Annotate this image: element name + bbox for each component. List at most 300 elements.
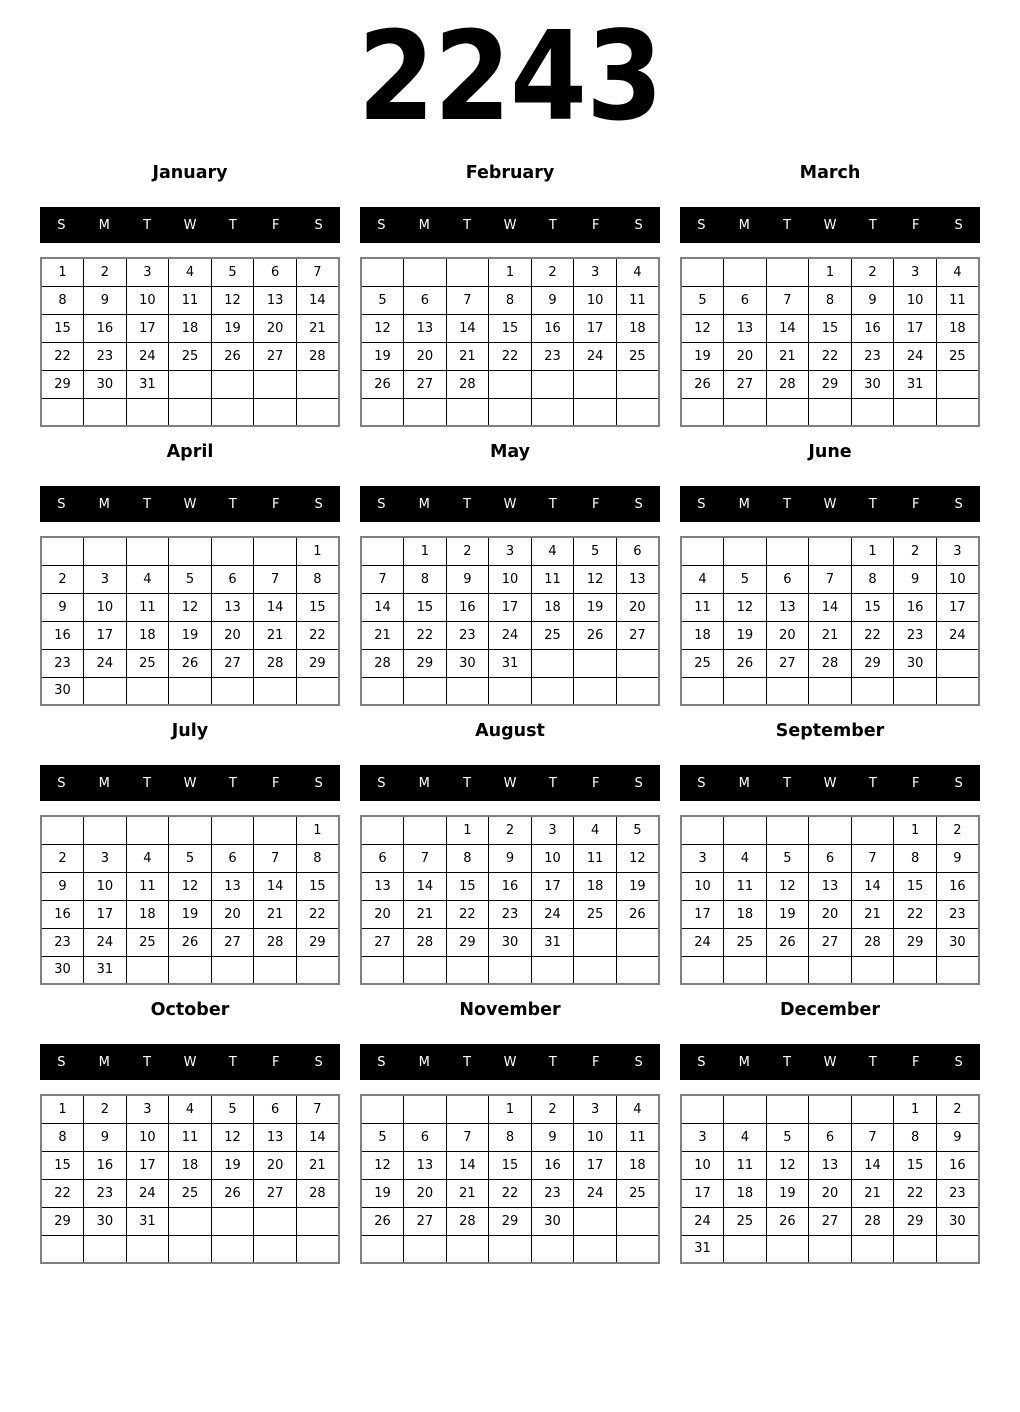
day-cell: 24 [84,649,127,677]
day-cell: 5 [361,1123,404,1151]
day-cell: 19 [169,621,212,649]
day-cell: 1 [41,1095,84,1123]
empty-day-cell [724,956,767,984]
empty-day-cell [41,537,84,565]
empty-day-cell [616,1207,659,1235]
day-cell: 4 [616,258,659,286]
day-cell: 24 [681,928,724,956]
day-cell: 26 [361,1207,404,1235]
day-cell: 18 [936,314,979,342]
weekday-label: T [548,217,557,233]
weekday-label: S [314,217,323,233]
weekday-header-bar [40,486,340,522]
weekday-label: F [591,1054,600,1070]
day-cell: 17 [936,593,979,621]
day-cell: 27 [809,928,852,956]
empty-day-cell [724,677,767,705]
weekday-label: T [463,217,472,233]
day-cell: 14 [296,286,339,314]
empty-day-cell [41,1235,84,1263]
weekday-label: S [634,775,643,791]
day-cell: 12 [766,872,809,900]
weekday-label: M [98,217,110,233]
empty-day-cell [296,1207,339,1235]
empty-day-cell [766,1235,809,1263]
day-cell: 2 [531,258,574,286]
months-grid [0,150,1020,1264]
day-cell: 12 [766,1151,809,1179]
empty-day-cell [404,677,447,705]
week-row [681,900,979,928]
month-block-may [360,429,660,706]
month-days-table [40,1094,340,1264]
day-cell: 14 [851,872,894,900]
day-cell: 15 [41,1151,84,1179]
day-cell: 7 [851,844,894,872]
empty-day-cell [724,258,767,286]
weekday-label: W [183,1054,197,1070]
weekday-label: S [57,775,66,791]
empty-day-cell [851,398,894,426]
day-cell: 2 [936,1095,979,1123]
day-cell: 8 [489,1123,532,1151]
day-cell: 16 [84,1151,127,1179]
weekday-label: T [783,1054,792,1070]
day-cell: 3 [489,537,532,565]
week-row [361,1235,659,1263]
day-cell: 20 [361,900,404,928]
day-cell: 7 [254,565,297,593]
day-cell: 22 [296,621,339,649]
week-row [681,956,979,984]
day-cell: 2 [41,844,84,872]
empty-day-cell [211,537,254,565]
empty-day-cell [254,1207,297,1235]
week-row [681,565,979,593]
day-cell: 28 [851,928,894,956]
empty-day-cell [446,258,489,286]
weekday-label: T [463,775,472,791]
day-cell: 15 [809,314,852,342]
day-cell: 23 [41,649,84,677]
weekday-label: T [143,1054,152,1070]
month-title: November [459,1000,561,1020]
empty-day-cell [531,370,574,398]
day-cell: 3 [84,565,127,593]
day-cell: 8 [296,565,339,593]
day-cell: 4 [169,258,212,286]
week-row [41,816,339,844]
week-row [41,649,339,677]
weekday-label: T [868,496,877,512]
empty-day-cell [361,537,404,565]
month-block-april [40,429,340,706]
day-cell: 25 [724,928,767,956]
day-cell: 21 [296,314,339,342]
day-cell: 26 [766,1207,809,1235]
empty-day-cell [404,258,447,286]
empty-day-cell [851,677,894,705]
empty-day-cell [169,816,212,844]
day-cell: 18 [616,1151,659,1179]
day-cell: 23 [936,1179,979,1207]
weekday-label: S [954,496,963,512]
empty-day-cell [211,816,254,844]
week-row [361,342,659,370]
day-cell: 17 [531,872,574,900]
day-cell: 6 [254,258,297,286]
empty-day-cell [851,1235,894,1263]
day-cell: 7 [404,844,447,872]
weekday-label: S [954,775,963,791]
day-cell: 9 [84,286,127,314]
day-cell: 6 [616,537,659,565]
day-cell: 23 [531,1179,574,1207]
day-cell: 3 [574,1095,617,1123]
day-cell: 14 [766,314,809,342]
day-cell: 8 [41,1123,84,1151]
empty-day-cell [169,956,212,984]
day-cell: 22 [489,342,532,370]
weekday-header-bar [680,207,980,243]
day-cell: 2 [936,816,979,844]
day-cell: 9 [84,1123,127,1151]
empty-day-cell [936,649,979,677]
weekday-label: S [634,1054,643,1070]
day-cell: 14 [361,593,404,621]
weekday-label: F [271,217,280,233]
empty-day-cell [616,956,659,984]
day-cell: 21 [446,342,489,370]
day-cell: 19 [211,314,254,342]
day-cell: 25 [169,1179,212,1207]
week-row [681,621,979,649]
day-cell: 8 [894,1123,937,1151]
empty-day-cell [531,398,574,426]
day-cell: 14 [254,593,297,621]
day-cell: 2 [531,1095,574,1123]
weekday-label: T [783,775,792,791]
day-cell: 14 [809,593,852,621]
week-row [41,1207,339,1235]
empty-day-cell [169,370,212,398]
day-cell: 23 [84,342,127,370]
day-cell: 1 [851,537,894,565]
day-cell: 1 [404,537,447,565]
day-cell: 2 [446,537,489,565]
day-cell: 11 [936,286,979,314]
week-row [681,314,979,342]
week-row [681,286,979,314]
day-cell: 12 [681,314,724,342]
day-cell: 18 [126,621,169,649]
day-cell: 20 [404,1179,447,1207]
day-cell: 25 [724,1207,767,1235]
weekday-label: S [634,217,643,233]
week-row [681,649,979,677]
empty-day-cell [296,370,339,398]
day-cell: 7 [361,565,404,593]
weekday-label: M [738,1054,750,1070]
day-cell: 10 [574,1123,617,1151]
day-cell: 21 [851,900,894,928]
week-row [41,844,339,872]
day-cell: 31 [126,1207,169,1235]
day-cell: 6 [809,1123,852,1151]
month-title: July [171,721,209,741]
day-cell: 21 [296,1151,339,1179]
day-cell: 13 [766,593,809,621]
week-row [681,1151,979,1179]
day-cell: 16 [446,593,489,621]
day-cell: 31 [681,1235,724,1263]
week-row [361,956,659,984]
day-cell: 24 [936,621,979,649]
weekday-label: M [418,1054,430,1070]
day-cell: 26 [766,928,809,956]
month-days-table [680,536,980,706]
day-cell: 29 [404,649,447,677]
weekday-label: S [377,1054,386,1070]
weekday-label: S [954,1054,963,1070]
day-cell: 4 [574,816,617,844]
day-cell: 24 [894,342,937,370]
week-row [41,1095,339,1123]
day-cell: 31 [489,649,532,677]
day-cell: 17 [489,593,532,621]
day-cell: 25 [169,342,212,370]
empty-day-cell [254,370,297,398]
year-title: 2243 [357,6,663,149]
day-cell: 20 [404,342,447,370]
month-title: December [780,1000,880,1020]
weekday-label: W [823,775,837,791]
month-title: August [475,721,545,741]
week-row [361,900,659,928]
day-cell: 18 [724,1179,767,1207]
week-row [361,1095,659,1123]
weekday-label: T [143,775,152,791]
empty-day-cell [211,370,254,398]
month-title: April [166,442,214,462]
day-cell: 3 [936,537,979,565]
day-cell: 8 [809,286,852,314]
day-cell: 4 [616,1095,659,1123]
day-cell: 15 [41,314,84,342]
day-cell: 21 [404,900,447,928]
month-title: January [152,163,228,183]
day-cell: 28 [404,928,447,956]
weekday-label: T [783,496,792,512]
day-cell: 29 [809,370,852,398]
weekday-label: M [738,775,750,791]
weekday-label: W [823,496,837,512]
weekday-label: T [228,1054,237,1070]
day-cell: 28 [851,1207,894,1235]
week-row [361,621,659,649]
empty-day-cell [446,956,489,984]
day-cell: 13 [211,872,254,900]
month-block-january [40,150,340,427]
empty-day-cell [361,816,404,844]
day-cell: 10 [681,872,724,900]
day-cell: 3 [126,258,169,286]
day-cell: 27 [724,370,767,398]
day-cell: 27 [211,649,254,677]
day-cell: 28 [446,370,489,398]
day-cell: 30 [41,677,84,705]
week-row [41,593,339,621]
day-cell: 10 [84,872,127,900]
week-row [681,342,979,370]
day-cell: 3 [894,258,937,286]
day-cell: 4 [681,565,724,593]
empty-day-cell [211,956,254,984]
day-cell: 4 [936,258,979,286]
day-cell: 12 [724,593,767,621]
weekday-label: S [314,775,323,791]
weekday-label: W [183,496,197,512]
day-cell: 7 [254,844,297,872]
empty-day-cell [126,1235,169,1263]
day-cell: 18 [126,900,169,928]
weekday-label: M [98,1054,110,1070]
empty-day-cell [404,1235,447,1263]
day-cell: 9 [936,844,979,872]
day-cell: 13 [254,286,297,314]
day-cell: 10 [894,286,937,314]
day-cell: 8 [404,565,447,593]
day-cell: 11 [681,593,724,621]
day-cell: 23 [936,900,979,928]
weekday-label: S [377,217,386,233]
month-title: September [775,721,885,741]
weekday-label: T [783,217,792,233]
day-cell: 23 [531,342,574,370]
day-cell: 29 [296,928,339,956]
day-cell: 21 [809,621,852,649]
day-cell: 29 [489,1207,532,1235]
weekday-label: F [911,217,920,233]
week-row [361,286,659,314]
empty-day-cell [574,370,617,398]
day-cell: 8 [894,844,937,872]
day-cell: 29 [41,1207,84,1235]
empty-day-cell [724,398,767,426]
day-cell: 26 [361,370,404,398]
day-cell: 2 [41,565,84,593]
month-block-july [40,708,340,985]
empty-day-cell [936,370,979,398]
day-cell: 9 [894,565,937,593]
weekday-label: F [591,496,600,512]
day-cell: 17 [126,314,169,342]
day-cell: 13 [404,314,447,342]
day-cell: 30 [489,928,532,956]
empty-day-cell [681,398,724,426]
weekday-label: F [911,1054,920,1070]
day-cell: 17 [574,1151,617,1179]
day-cell: 6 [766,565,809,593]
day-cell: 9 [446,565,489,593]
day-cell: 1 [41,258,84,286]
day-cell: 6 [809,844,852,872]
empty-day-cell [851,956,894,984]
empty-day-cell [41,816,84,844]
empty-day-cell [851,816,894,844]
empty-day-cell [616,649,659,677]
day-cell: 11 [126,872,169,900]
day-cell: 15 [404,593,447,621]
day-cell: 8 [296,844,339,872]
day-cell: 26 [211,342,254,370]
week-row [361,844,659,872]
empty-day-cell [84,816,127,844]
month-block-december [680,987,980,1264]
week-row [361,1151,659,1179]
day-cell: 22 [809,342,852,370]
day-cell: 24 [489,621,532,649]
day-cell: 30 [446,649,489,677]
day-cell: 8 [41,286,84,314]
weekday-label: M [418,775,430,791]
day-cell: 22 [41,342,84,370]
empty-day-cell [936,1235,979,1263]
day-cell: 22 [489,1179,532,1207]
empty-day-cell [809,677,852,705]
day-cell: 5 [169,565,212,593]
weekday-header-bar [40,1044,340,1080]
weekday-label: M [98,496,110,512]
day-cell: 11 [169,286,212,314]
empty-day-cell [296,956,339,984]
empty-day-cell [296,1235,339,1263]
week-row [681,258,979,286]
day-cell: 9 [531,286,574,314]
weekday-label: S [634,496,643,512]
month-block-february [360,150,660,427]
day-cell: 24 [681,1207,724,1235]
empty-day-cell [446,398,489,426]
week-row [361,1179,659,1207]
empty-day-cell [126,956,169,984]
weekday-label: W [183,217,197,233]
day-cell: 10 [489,565,532,593]
day-cell: 13 [254,1123,297,1151]
empty-day-cell [169,1235,212,1263]
weekday-label: S [314,1054,323,1070]
empty-day-cell [766,816,809,844]
week-row [41,537,339,565]
day-cell: 26 [724,649,767,677]
empty-day-cell [126,537,169,565]
day-cell: 24 [531,900,574,928]
empty-day-cell [489,956,532,984]
day-cell: 24 [574,342,617,370]
weekday-label: S [57,496,66,512]
empty-day-cell [724,1095,767,1123]
day-cell: 25 [936,342,979,370]
weekday-header-bar [40,207,340,243]
day-cell: 3 [84,844,127,872]
day-cell: 27 [766,649,809,677]
day-cell: 7 [809,565,852,593]
day-cell: 29 [446,928,489,956]
day-cell: 1 [296,816,339,844]
empty-day-cell [724,1235,767,1263]
day-cell: 17 [574,314,617,342]
day-cell: 27 [616,621,659,649]
